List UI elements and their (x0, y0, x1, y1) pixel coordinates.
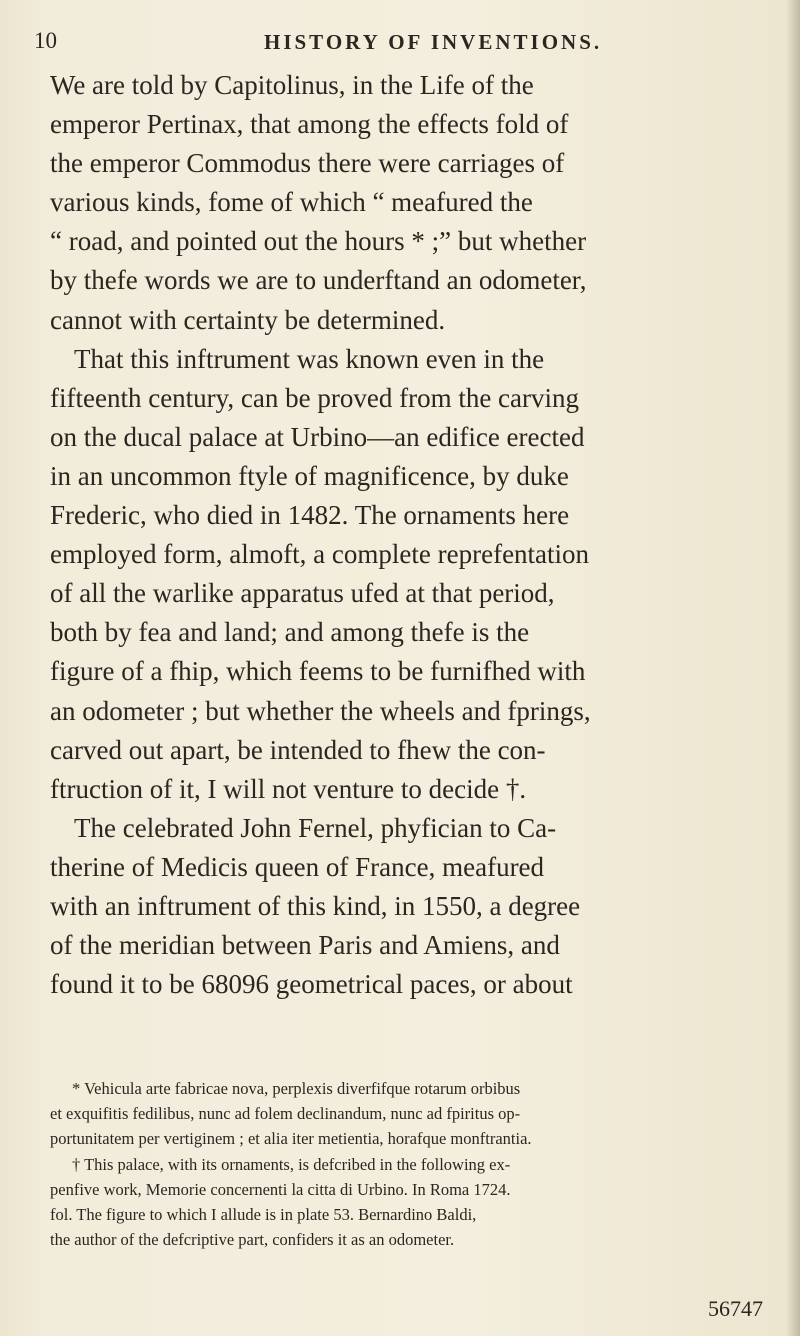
footnote-line: penfive work, Memorie concernenti la citta di Urbino. In Roma 1724. (50, 1179, 511, 1199)
body-line: ftruction of it, I will not venture to decide †. (50, 773, 527, 804)
body-line: with an inftrument of this kind, in 1550, a degree (50, 890, 581, 921)
body-line: the emperor Commodus there were carriages of (50, 148, 565, 179)
footnote-line: the author of the defcriptive part, confiders it as an odometer. (50, 1230, 455, 1250)
page-edge-shadow (786, 0, 800, 1336)
body-line: on the ducal palace at Urbino—an edifice erected (50, 421, 585, 452)
body-line: an odometer ; but whether the wheels and fprings, (50, 695, 591, 726)
body-line: The celebrated John Fernel, phyfician to Ca- (74, 812, 557, 843)
footnotes (50, 1076, 770, 1252)
footnote-line: † This palace, with its ornaments, is defcribed in the following ex- (72, 1154, 511, 1174)
page-header (34, 20, 764, 60)
body-line: We are told by Capitolinus, in the Life of the (50, 70, 534, 100)
body-line: emperor Pertinax, that among the effects fold of (50, 109, 569, 140)
footnote-line: * Vehicula arte fabricae nova, perplexis diverfifque rotarum orbibus (72, 1079, 521, 1098)
body-line: by thefe words we are to underftand an odometer, (50, 265, 587, 296)
body-line: therine of Medicis queen of France, meafured (50, 851, 545, 882)
footnote-line: fol. The figure to which I allude is in plate 53. Bernardino Baldi, (50, 1204, 477, 1224)
body-text (50, 66, 770, 1004)
body-line: figure of a fhip, which feems to be furnifhed with (50, 656, 586, 687)
body-line: various kinds, fome of which “ meafured the (50, 187, 533, 218)
page-number: 10 (34, 28, 57, 53)
body-line: carved out apart, be intended to fhew the con- (50, 734, 546, 765)
signature-mark: 56747 (708, 1296, 763, 1321)
footnote-line: portunitatem per vertiginem ; et alia iter metientia, horafque monftrantia. (50, 1129, 532, 1149)
body-line: Frederic, who died in 1482. The ornaments here (50, 500, 570, 531)
body-line: of the meridian between Paris and Amiens, and (50, 930, 560, 961)
body-line: employed form, almoft, a complete reprefentation (50, 539, 590, 570)
body-line: That this inftrument was known even in the (74, 343, 545, 374)
body-line: of all the warlike apparatus ufed at that period, (50, 578, 555, 609)
body-line: both by fea and land; and among thefe is the (50, 617, 530, 648)
running-head: HISTORY OF INVENTIONS. (264, 30, 603, 54)
body-line: fifteenth century, can be proved from the carving (50, 382, 580, 413)
body-line: “ road, and pointed out the hours * ;” but whether (50, 226, 587, 257)
body-line: found it to be 68096 geometrical paces, or about (50, 969, 573, 1000)
body-line: cannot with certainty be determined. (50, 304, 446, 335)
footnote-line: et exquifitis fedilibus, nunc ad folem declinandum, nunc ad fpiritus op- (50, 1104, 521, 1124)
body-line: in an uncommon ftyle of magnificence, by duke (50, 460, 569, 491)
